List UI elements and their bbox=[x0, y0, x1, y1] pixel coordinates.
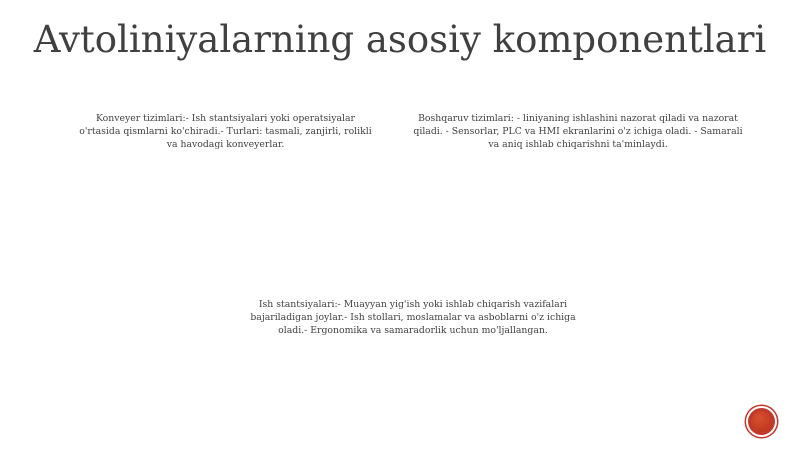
slide-title: Avtoliniyalarning asosiy komponentlari bbox=[33, 18, 767, 61]
red-circle-icon[interactable] bbox=[748, 408, 775, 435]
conveyor-systems-text: Konveyer tizimlari:- Ish stantsiyalari yoki operatsiyalar o'rtasida qismlarni ko'chiradi.- Turlari: tasmali, zanjirli, rolikli va havodagi konveyerlar. bbox=[79, 113, 372, 150]
control-systems-text: Boshqaruv tizimlari: - liniyaning ishlashini nazorat qiladi va nazorat qiladi. - Sensorlar, PLC va HMI ekranlarini o'z ichiga oladi. - Samarali va aniq ishlab chiqarishni ta'minlaydi. bbox=[413, 113, 743, 150]
workstations-text: Ish stantsiyalari:- Muayyan yig'ish yoki ishlab chiqarish vazifalari bajariladigan joylar.- Ish stollari, moslamalar va asboblarni o'z ichiga oladi.- Ergonomika va samaradorlik uchun mo'ljallangan. bbox=[250, 299, 576, 336]
